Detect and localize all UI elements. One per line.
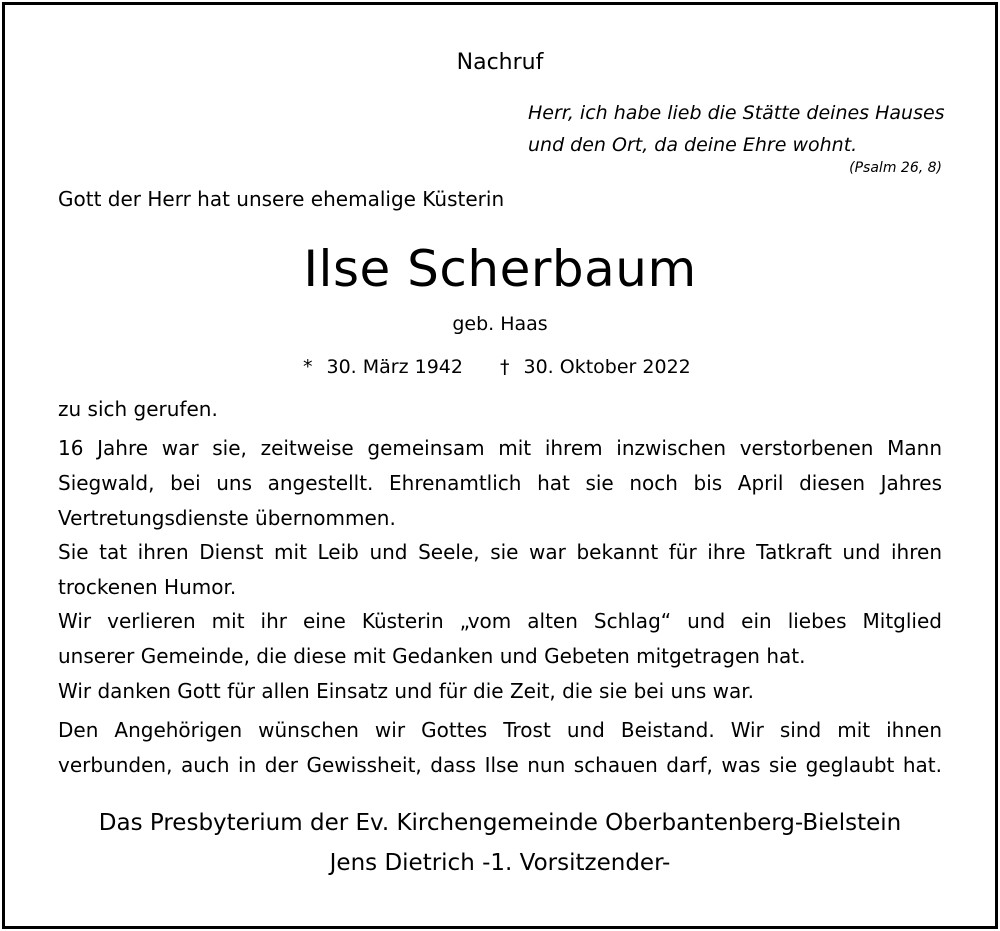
signature-chairman: Jens Dietrich -1. Vorsitzender- xyxy=(329,850,671,876)
paragraph-line: Wir danken Gott für allen Einsatz und für die Zeit, die sie bei uns war. xyxy=(58,679,755,703)
paragraph-line: Siegwald, bei uns angestellt. Ehrenamtlich hat sie noch bis April diesen Jahres xyxy=(58,471,942,495)
paragraph-condolences xyxy=(58,713,942,783)
deceased-name: Ilse Scherbaum xyxy=(303,240,697,298)
birth-date: 30. März 1942 xyxy=(326,356,463,378)
paragraph-loss xyxy=(58,604,942,674)
paragraph-line: Den Angehörigen wünschen wir Gottes Trost und Beistand. Wir sind mit ihnen xyxy=(58,718,942,742)
death-date: 30. Oktober 2022 xyxy=(523,356,691,378)
birth-date-line xyxy=(303,356,463,378)
death-date-line xyxy=(500,356,691,378)
paragraph-service xyxy=(58,431,942,536)
paragraph-line: Sie tat ihren Dienst mit Leib und Seele, sie war bekannt für ihre Tatkraft und ihren xyxy=(58,540,942,564)
paragraph-line: 16 Jahre war sie, zeitweise gemeinsam mit ihrem inzwischen verstorbenen Mann xyxy=(58,436,942,460)
bible-verse-line-2: und den Ort, da deine Ehre wohnt. xyxy=(528,134,858,156)
paragraph-line: verbunden, auch in der Gewissheit, dass Ilse nun schauen darf, was sie geglaubt hat. xyxy=(58,753,942,777)
paragraph-line: Wir verlieren mit ihr eine Küsterin „vom alten Schlag“ und ein liebes Mitglied xyxy=(58,609,942,633)
paragraph-line: trockenen Humor. xyxy=(58,575,237,599)
heading-nachruf: Nachruf xyxy=(456,50,544,75)
signature-presbytery: Das Presbyterium der Ev. Kirchengemeinde Oberbantenberg-Bielstein xyxy=(98,810,902,836)
birth-star-icon: * xyxy=(303,356,313,378)
called-home-text: zu sich gerufen. xyxy=(58,397,218,421)
paragraph-thanks xyxy=(58,674,942,709)
paragraph-character xyxy=(58,535,942,605)
bible-verse-reference: (Psalm 26, 8) xyxy=(849,160,942,176)
paragraph-line: unserer Gemeinde, die diese mit Gedanken und Gebeten mitgetragen hat. xyxy=(58,644,806,668)
bible-verse-line-1: Herr, ich habe lieb die Stätte deines Hauses xyxy=(528,102,945,124)
intro-text: Gott der Herr hat unsere ehemalige Küsterin xyxy=(58,187,505,211)
maiden-name: geb. Haas xyxy=(452,313,548,335)
death-cross-icon: † xyxy=(500,356,510,378)
paragraph-line: Vertretungsdienste übernommen. xyxy=(58,506,396,530)
